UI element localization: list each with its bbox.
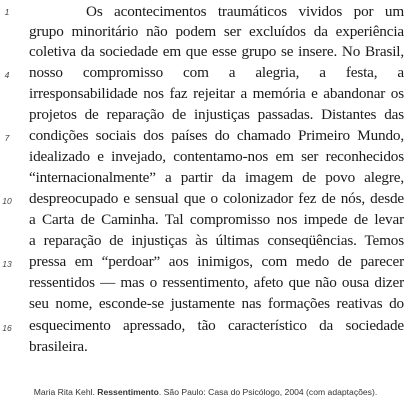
passage-line-16: esquecimento apressado, tão característico da sociedade (29, 317, 404, 334)
passage-line-5: irresponsabilidade nos faz rejeitar a memória e abandonar os (29, 85, 404, 102)
passage-line-15: seu nome, esconde-se justamente nas formações reativas do (29, 295, 404, 312)
passage-line-9: “internacionalmente” a partir da imagem de povo alegre, (29, 169, 404, 186)
line-number-1: 1 (4, 7, 10, 17)
passage-line-14: ressentidos — mas o ressentimento, afeto que não ousa dizer (29, 274, 404, 291)
passage-line-4: nosso compromisso com a alegria, a festa, a (29, 64, 404, 81)
source-citation (0, 387, 411, 397)
passage-line-10: despreocupado e sensual que o colonizador fez de nós, desde (29, 190, 404, 207)
passage-line-11: a Carta de Caminha. Tal compromisso nos impede de levar (29, 211, 404, 228)
line-number-13: 13 (2, 259, 12, 269)
line-number-16: 16 (2, 323, 12, 333)
line-number-7: 7 (4, 133, 10, 143)
source-author: Maria Rita Kehl. (33, 387, 95, 397)
line-number-4: 4 (4, 70, 10, 80)
passage-line-3: coletiva da sociedade em que esse grupo se insere. No Brasil, (29, 43, 404, 60)
passage-line-2: grupo minoritário não podem ser excluídos da experiência (29, 23, 404, 40)
passage-line-1: Os acontecimentos traumáticos vividos por um (86, 3, 404, 20)
passage-line-12: a reparação de injustiças às últimas conseqüências. Temos (29, 232, 404, 249)
line-number-10: 10 (2, 196, 12, 206)
source-title: Ressentimento (97, 387, 159, 397)
passage-line-6: projetos de reparação de injustiças passadas. Distantes das (29, 106, 404, 123)
passage-line-13: pressa em “perdoar” aos inimigos, com medo de parecer (29, 253, 404, 270)
source-publication: . São Paulo: Casa do Psicólogo, 2004 (com adaptações). (158, 387, 378, 397)
passage-line-7: condições sociais dos países do chamado Primeiro Mundo, (29, 127, 404, 144)
passage-line-8: idealizado e invejado, contentamo-nos em ser reconhecidos (29, 148, 404, 165)
passage-line-17: brasileira. (29, 338, 88, 355)
